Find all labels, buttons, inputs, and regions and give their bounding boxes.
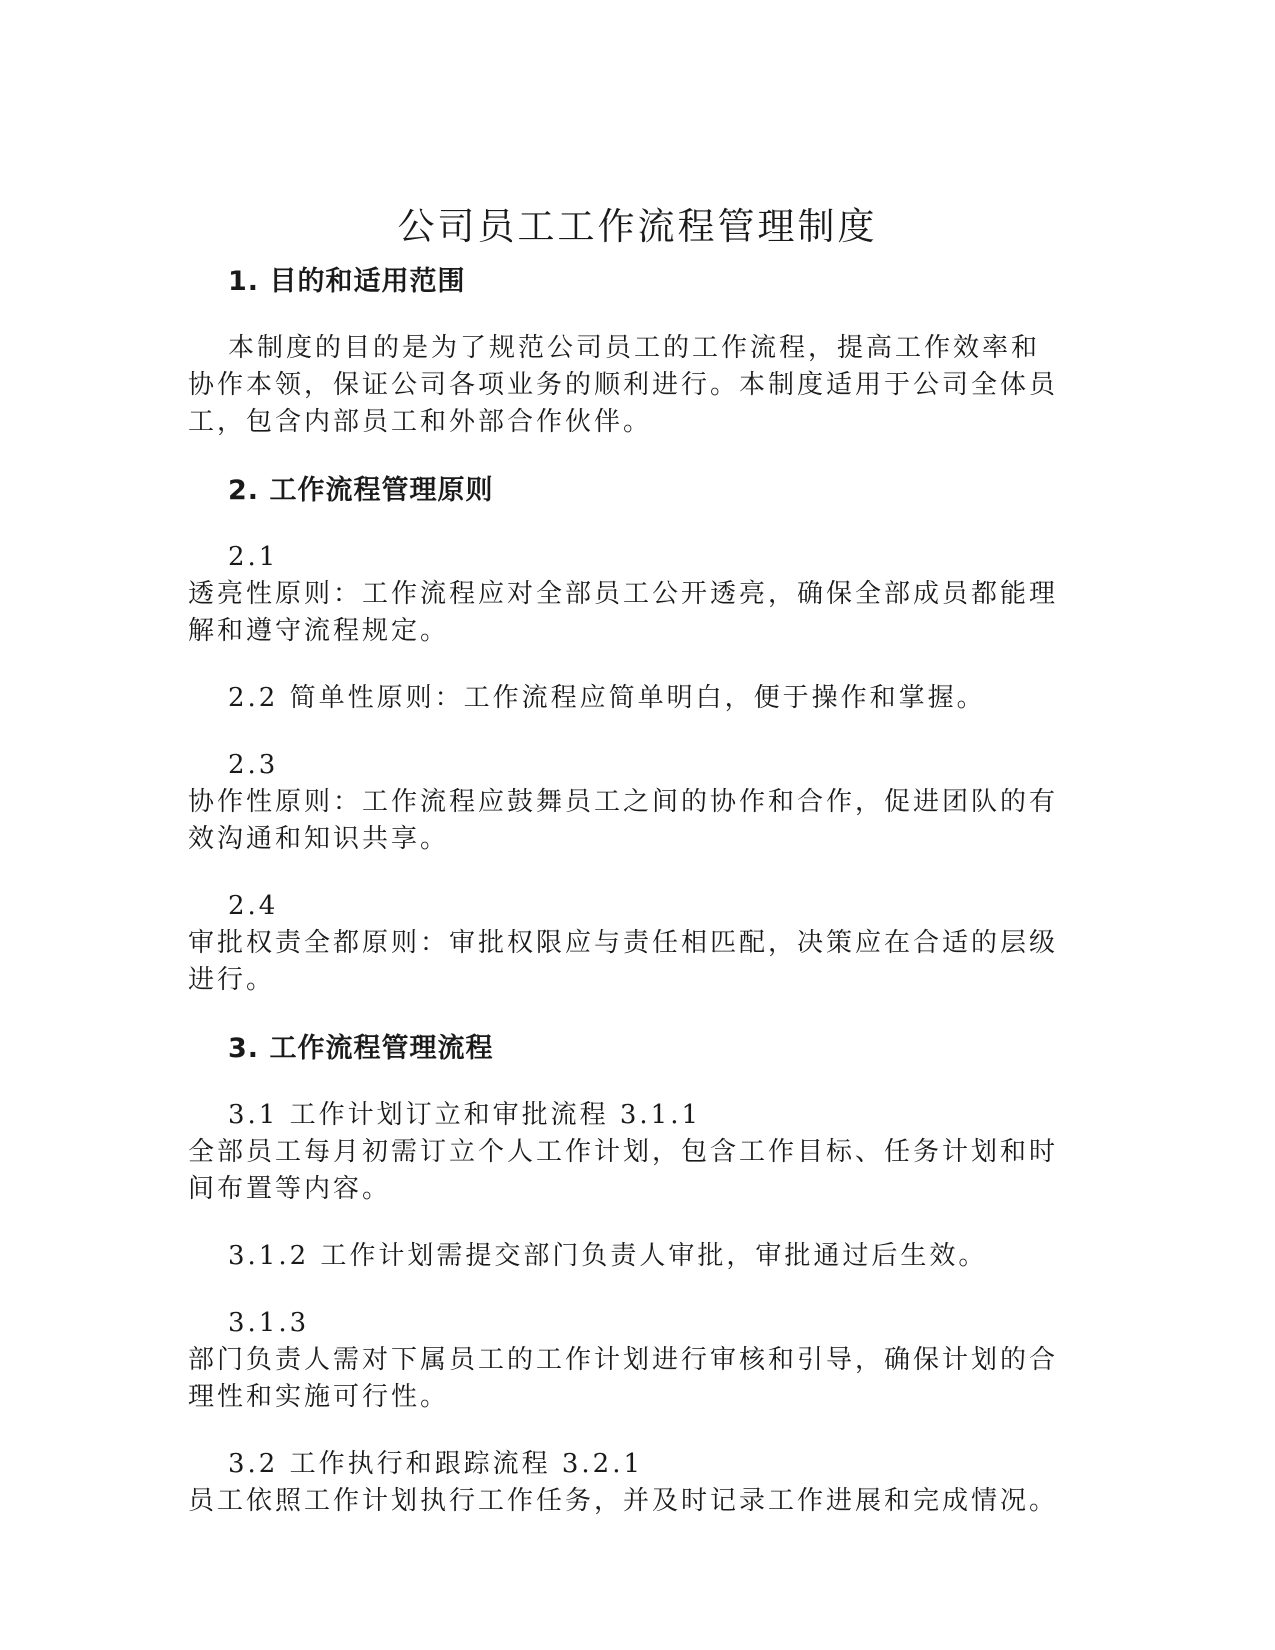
clause-text: 部门负责人需对下属员工的工作计划进行审核和引导，确保计划的合理性和实施可行性。 — [188, 1345, 1059, 1412]
clause-number: 3.1.3 — [228, 1308, 310, 1338]
clause-3-1-1 — [188, 1097, 1068, 1208]
clause-text: 员工依照工作计划执行工作任务，并及时记录工作进展和完成情况。 — [188, 1486, 1059, 1516]
clause-text: 协作性原则：工作流程应鼓舞员工之间的协作和合作，促进团队的有效沟通和知识共享。 — [188, 787, 1059, 854]
section-heading-1: 1. 目的和适用范围 — [228, 266, 466, 297]
document-body — [188, 262, 1068, 1550]
document-title: 公司员工工作流程管理制度 — [397, 205, 878, 248]
clause-2-2 — [188, 680, 1068, 717]
clause-number: 2.3 — [228, 750, 279, 780]
section-1-paragraph: 本制度的目的是为了规范公司员工的工作流程，提高工作效率和协作本领，保证公司各项业务的顺利进行。本制度适用于公司全体员工，包含内部员工和外部合作伙伴。 — [188, 333, 1059, 437]
clause-2-3 — [188, 747, 1068, 858]
clause-3-2-1 — [188, 1446, 1068, 1520]
clause-3-1-2 — [188, 1238, 1068, 1275]
clause-text: 透亮性原则：工作流程应对全部员工公开透亮，确保全部成员都能理解和遵守流程规定。 — [188, 579, 1059, 646]
clause-number: 3.2 工作执行和跟踪流程 3.2.1 — [228, 1449, 644, 1479]
clause-2-1 — [188, 539, 1068, 650]
clause-text: 全部员工每月初需订立个人工作计划，包含工作目标、任务计划和时间布置等内容。 — [188, 1137, 1059, 1204]
clause-number: 2.1 — [228, 542, 279, 572]
clause-text: 审批权责全都原则：审批权限应与责任相匹配，决策应在合适的层级进行。 — [188, 928, 1059, 995]
clause-3-1-3 — [188, 1305, 1068, 1416]
clause-text: 3.1.2 工作计划需提交部门负责人审批，审批通过后生效。 — [228, 1241, 988, 1271]
clause-text: 2.2 简单性原则：工作流程应简单明白，便于操作和掌握。 — [228, 683, 986, 713]
section-heading-3: 3. 工作流程管理流程 — [228, 1033, 494, 1064]
section-heading-2: 2. 工作流程管理原则 — [228, 475, 494, 506]
clause-number: 2.4 — [228, 891, 279, 921]
clause-2-4 — [188, 888, 1068, 999]
clause-number: 3.1 工作计划订立和审批流程 3.1.1 — [228, 1100, 702, 1130]
